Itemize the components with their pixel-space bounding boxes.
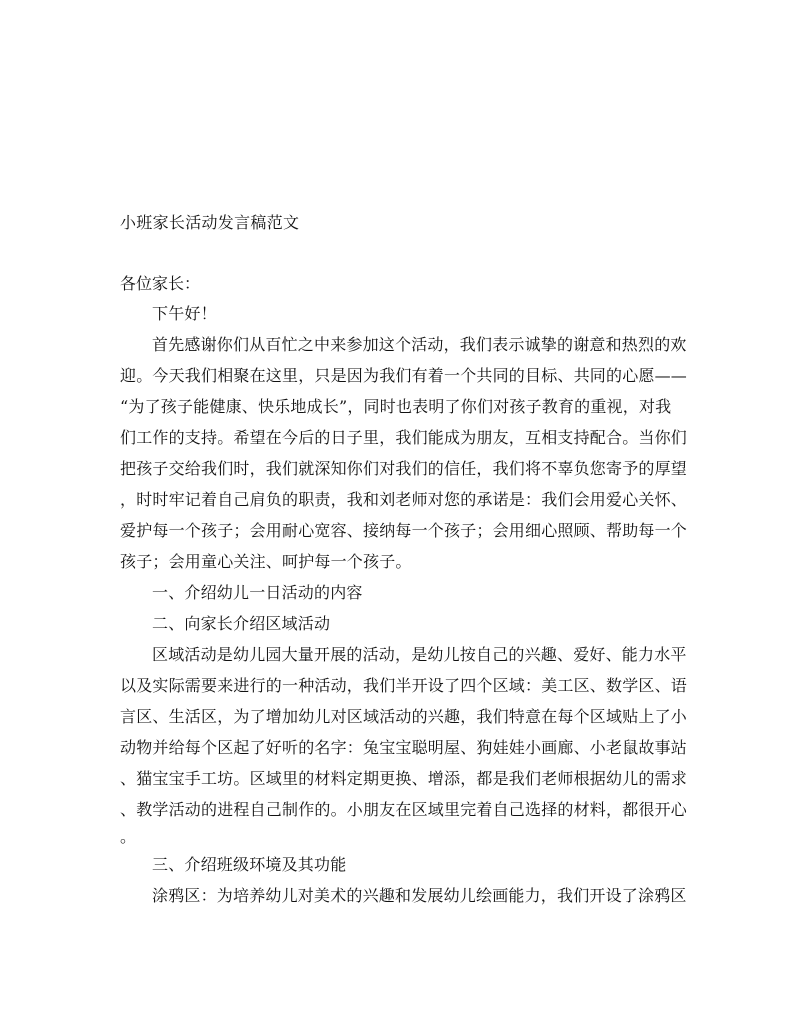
paragraph-line: 。 [120, 827, 137, 846]
paragraph-line: 爱护每一个孩子；会用耐心宽容、接纳每一个孩子；会用细心照顾、帮助每一个 [120, 521, 688, 540]
paragraph-line: 以及实际需要来进行的一种活动，我们半开设了四个区域：美工区、数学区、语 [120, 676, 688, 695]
paragraph-line: “为了孩子能健康、快乐地成长”，同时也表明了你们对孩子教育的重视，对我 [120, 397, 672, 416]
salutation: 各位家长： [120, 274, 201, 293]
paragraph-line: ，时时牢记着自己肩负的职责，我和刘老师对您的承诺是：我们会用爱心关怀、 [120, 490, 688, 509]
document-title: 小班家长活动发言稿范文 [120, 213, 300, 232]
paragraph-line: 言区、生活区，为了增加幼儿对区域活动的兴趣，我们特意在每个区域贴上了小 [120, 707, 688, 726]
greeting-line: 下午好！ [152, 304, 217, 323]
paragraph-line: 首先感谢你们从百忙之中来参加这个活动，我们表示诚挚的谢意和热烈的欢 [152, 335, 687, 354]
paragraph-line: 区域活动是幼儿园大量开展的活动，是幼儿按自己的兴趣、爱好、能力水平 [152, 645, 687, 664]
paragraph-line: 孩子；会用童心关注、呵护每一个孩子。 [120, 552, 412, 571]
paragraph-line: 迎。今天我们相聚在这里，只是因为我们有着一个共同的目标、共同的心愿—— [120, 366, 688, 385]
section-heading: 三、介绍班级环境及其功能 [152, 855, 347, 874]
paragraph-line: 把孩子交给我们时，我们就深知你们对我们的信任，我们将不辜负您寄予的厚望 [120, 459, 688, 478]
paragraph-line: 、猫宝宝手工坊。区域里的材料定期更换、增添，都是我们老师根据幼儿的需求 [120, 769, 688, 788]
section-heading: 二、向家长介绍区域活动 [152, 614, 331, 633]
section-heading: 一、介绍幼儿一日活动的内容 [152, 583, 363, 602]
paragraph-line: 动物并给每个区起了好听的名字：兔宝宝聪明屋、狗娃娃小画廊、小老鼠故事站 [120, 738, 688, 757]
paragraph-line: 们工作的支持。希望在今后的日子里，我们能成为朋友，互相支持配合。当你们 [120, 428, 688, 447]
paragraph-line: 、教学活动的进程自己制作的。小朋友在区域里完着自己选择的材料，都很开心 [120, 800, 688, 819]
paragraph-line: 涂鸦区：为培养幼儿对美术的兴趣和发展幼儿绘画能力，我们开设了涂鸦区 [152, 886, 687, 905]
